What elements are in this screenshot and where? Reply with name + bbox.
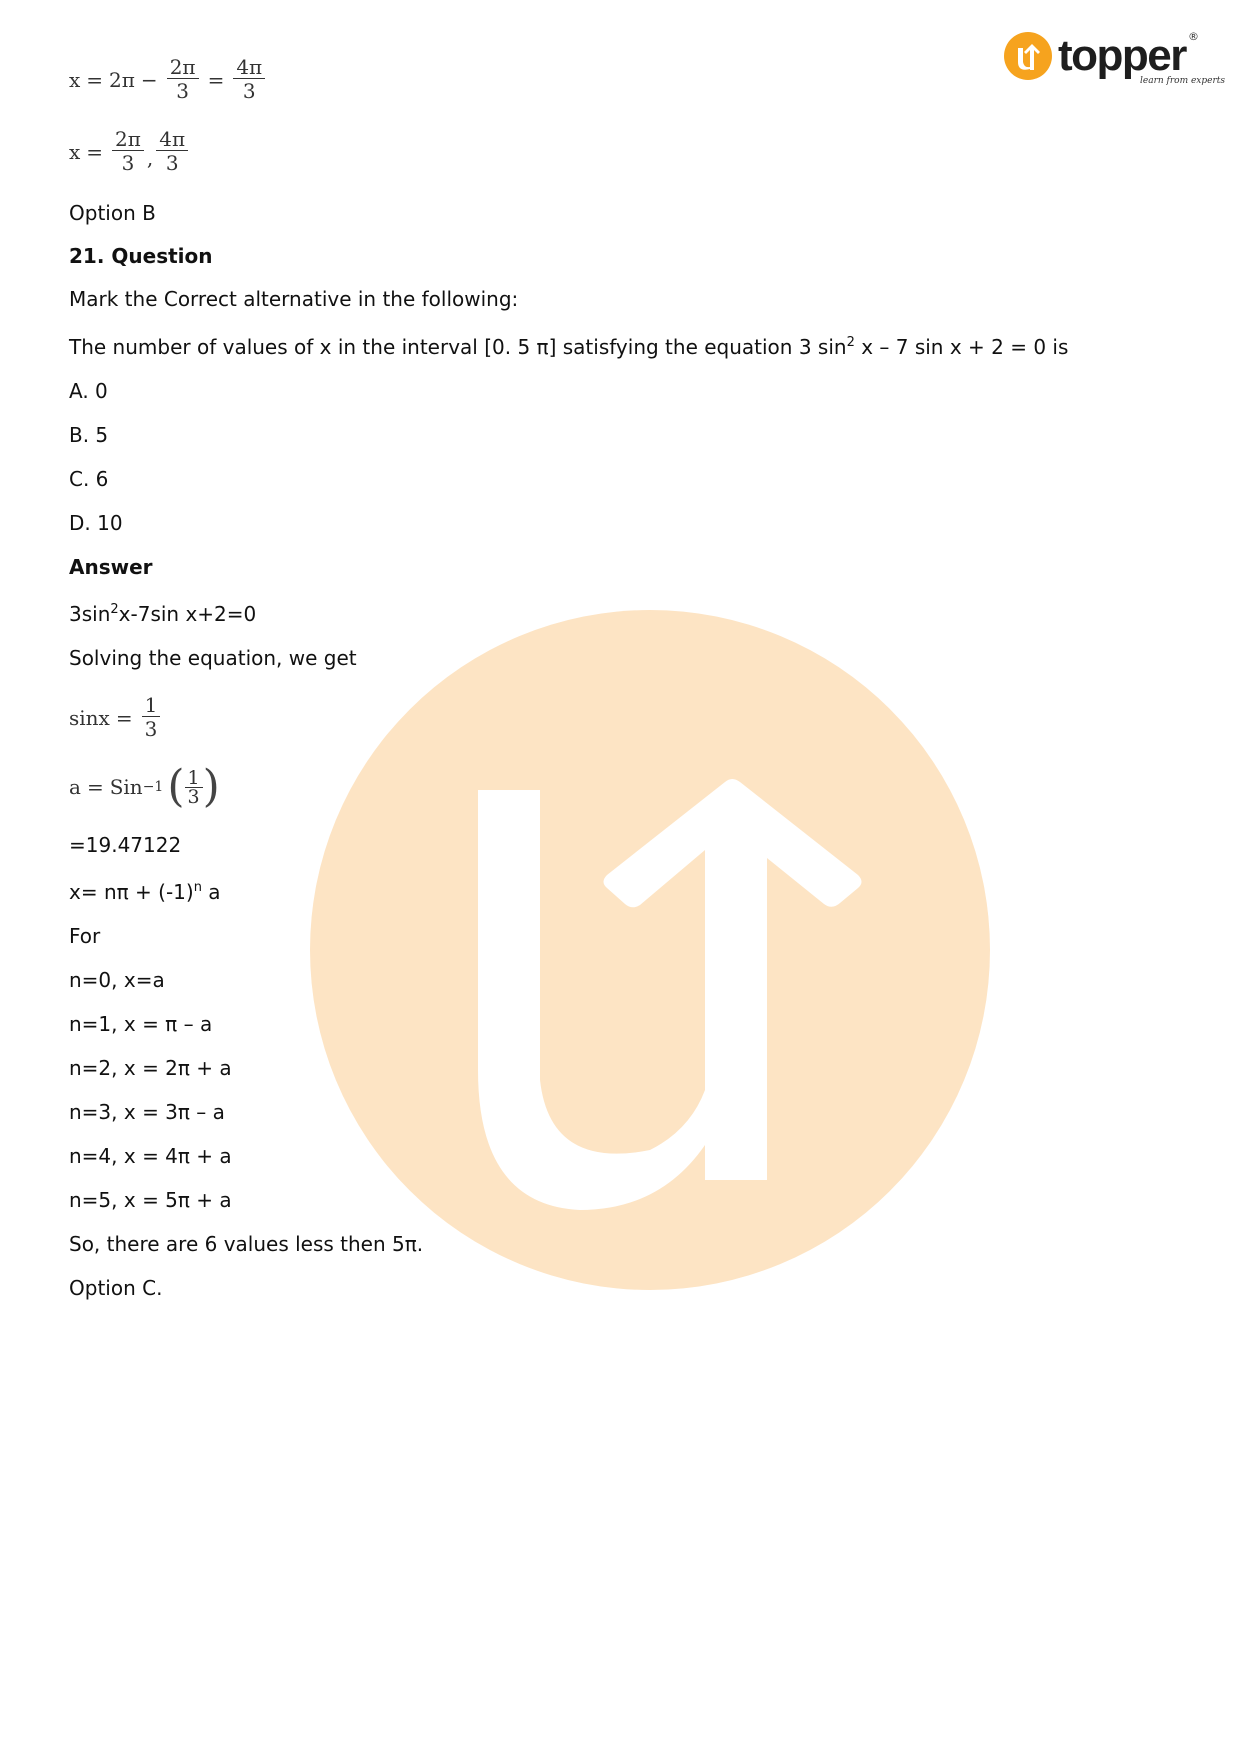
brand-tagline: learn from experts	[1140, 76, 1226, 86]
fraction-denominator: 3	[242, 79, 256, 103]
paren: )	[202, 761, 220, 812]
fraction-denominator: 3	[187, 785, 200, 808]
equation-x-solutions	[69, 128, 191, 175]
case-line: n=2, x = 2π + a	[69, 1056, 232, 1080]
option-b-answer: Option B	[69, 201, 156, 225]
eq-part: x-7sin x+2=0	[118, 602, 257, 626]
superscript: n	[193, 880, 202, 895]
question-instruction: Mark the Correct alternative in the following:	[69, 287, 519, 311]
equation-sinx	[69, 694, 163, 741]
answer-heading: Answer	[69, 555, 153, 579]
value-text: =19.47122	[69, 833, 182, 857]
fraction-numerator: 1	[185, 769, 203, 788]
answer-equation	[69, 602, 256, 626]
conclusion-text: So, there are 6 values less then 5π.	[69, 1232, 424, 1256]
fraction-numerator: 1	[142, 694, 161, 717]
eq-text: =	[207, 67, 225, 92]
solving-text: Solving the equation, we get	[69, 646, 357, 670]
option-c-answer: Option C.	[69, 1276, 163, 1300]
eq-text: x	[69, 67, 81, 92]
superscript: 2	[846, 335, 855, 350]
eq-text: x	[69, 139, 81, 164]
superscript: 2	[110, 602, 119, 617]
fraction-denominator: 3	[144, 717, 158, 741]
equation-a-arcsin: a = Sin −1 ( $\frac{1}{3}$ )	[69, 761, 220, 812]
eq-text: a	[69, 775, 81, 799]
eq-text: =	[115, 705, 133, 730]
brand-logo-text: topper	[1058, 31, 1186, 80]
eq-text: −	[140, 67, 158, 92]
fraction	[156, 128, 188, 175]
case-line: n=4, x = 4π + a	[69, 1144, 232, 1168]
fraction	[142, 694, 161, 741]
eq-text: sinx	[69, 705, 110, 730]
case-line: n=1, x = π – a	[69, 1012, 213, 1036]
option-c: C. 6	[69, 467, 109, 491]
fraction	[112, 128, 144, 175]
fraction-numerator: 2π	[167, 56, 199, 79]
option-d: D. 10	[69, 511, 123, 535]
option-a: A. 0	[69, 379, 108, 403]
fraction-numerator: 2π	[112, 128, 144, 151]
fraction-denominator: 3	[165, 151, 179, 175]
brand-logo	[1004, 28, 1226, 98]
eq-text: =	[86, 67, 104, 92]
case-line: n=3, x = 3π – a	[69, 1100, 225, 1124]
fraction	[185, 766, 203, 808]
fraction-denominator: 3	[176, 79, 189, 103]
eq-text: ,	[146, 145, 154, 170]
equation-x-4pi-over-3	[69, 56, 268, 103]
for-label: For	[69, 924, 101, 948]
question-text	[69, 335, 1068, 359]
eq-text: 2π	[109, 67, 135, 92]
eq-text: Sin	[109, 775, 143, 799]
eq-part: x= nπ + (-1)	[69, 880, 194, 904]
eq-text: =	[86, 139, 104, 164]
question-text-part: x – 7 sin x + 2 = 0 is	[854, 335, 1069, 359]
fraction-numerator: 4π	[156, 128, 188, 151]
paren: (	[167, 761, 185, 812]
question-heading: 21. Question	[69, 244, 213, 268]
fraction-numerator: 4π	[233, 56, 265, 79]
general-solution	[69, 880, 221, 904]
case-line: n=5, x = 5π + a	[69, 1188, 232, 1212]
option-b: B. 5	[69, 423, 109, 447]
fraction-denominator: 3	[121, 151, 135, 175]
eq-part: 3sin	[69, 602, 111, 626]
brand-logo-icon	[1004, 32, 1052, 80]
watermark-logo	[310, 610, 990, 1290]
eq-part: a	[201, 880, 221, 904]
question-text-part: The number of values of x in the interval [0. 5 π] satisfying the equation 3 sin	[69, 335, 847, 359]
fraction	[233, 56, 265, 103]
registered-mark: ®	[1188, 30, 1199, 43]
eq-text: =	[86, 775, 104, 799]
case-line: n=0, x=a	[69, 968, 165, 992]
fraction	[167, 56, 199, 103]
